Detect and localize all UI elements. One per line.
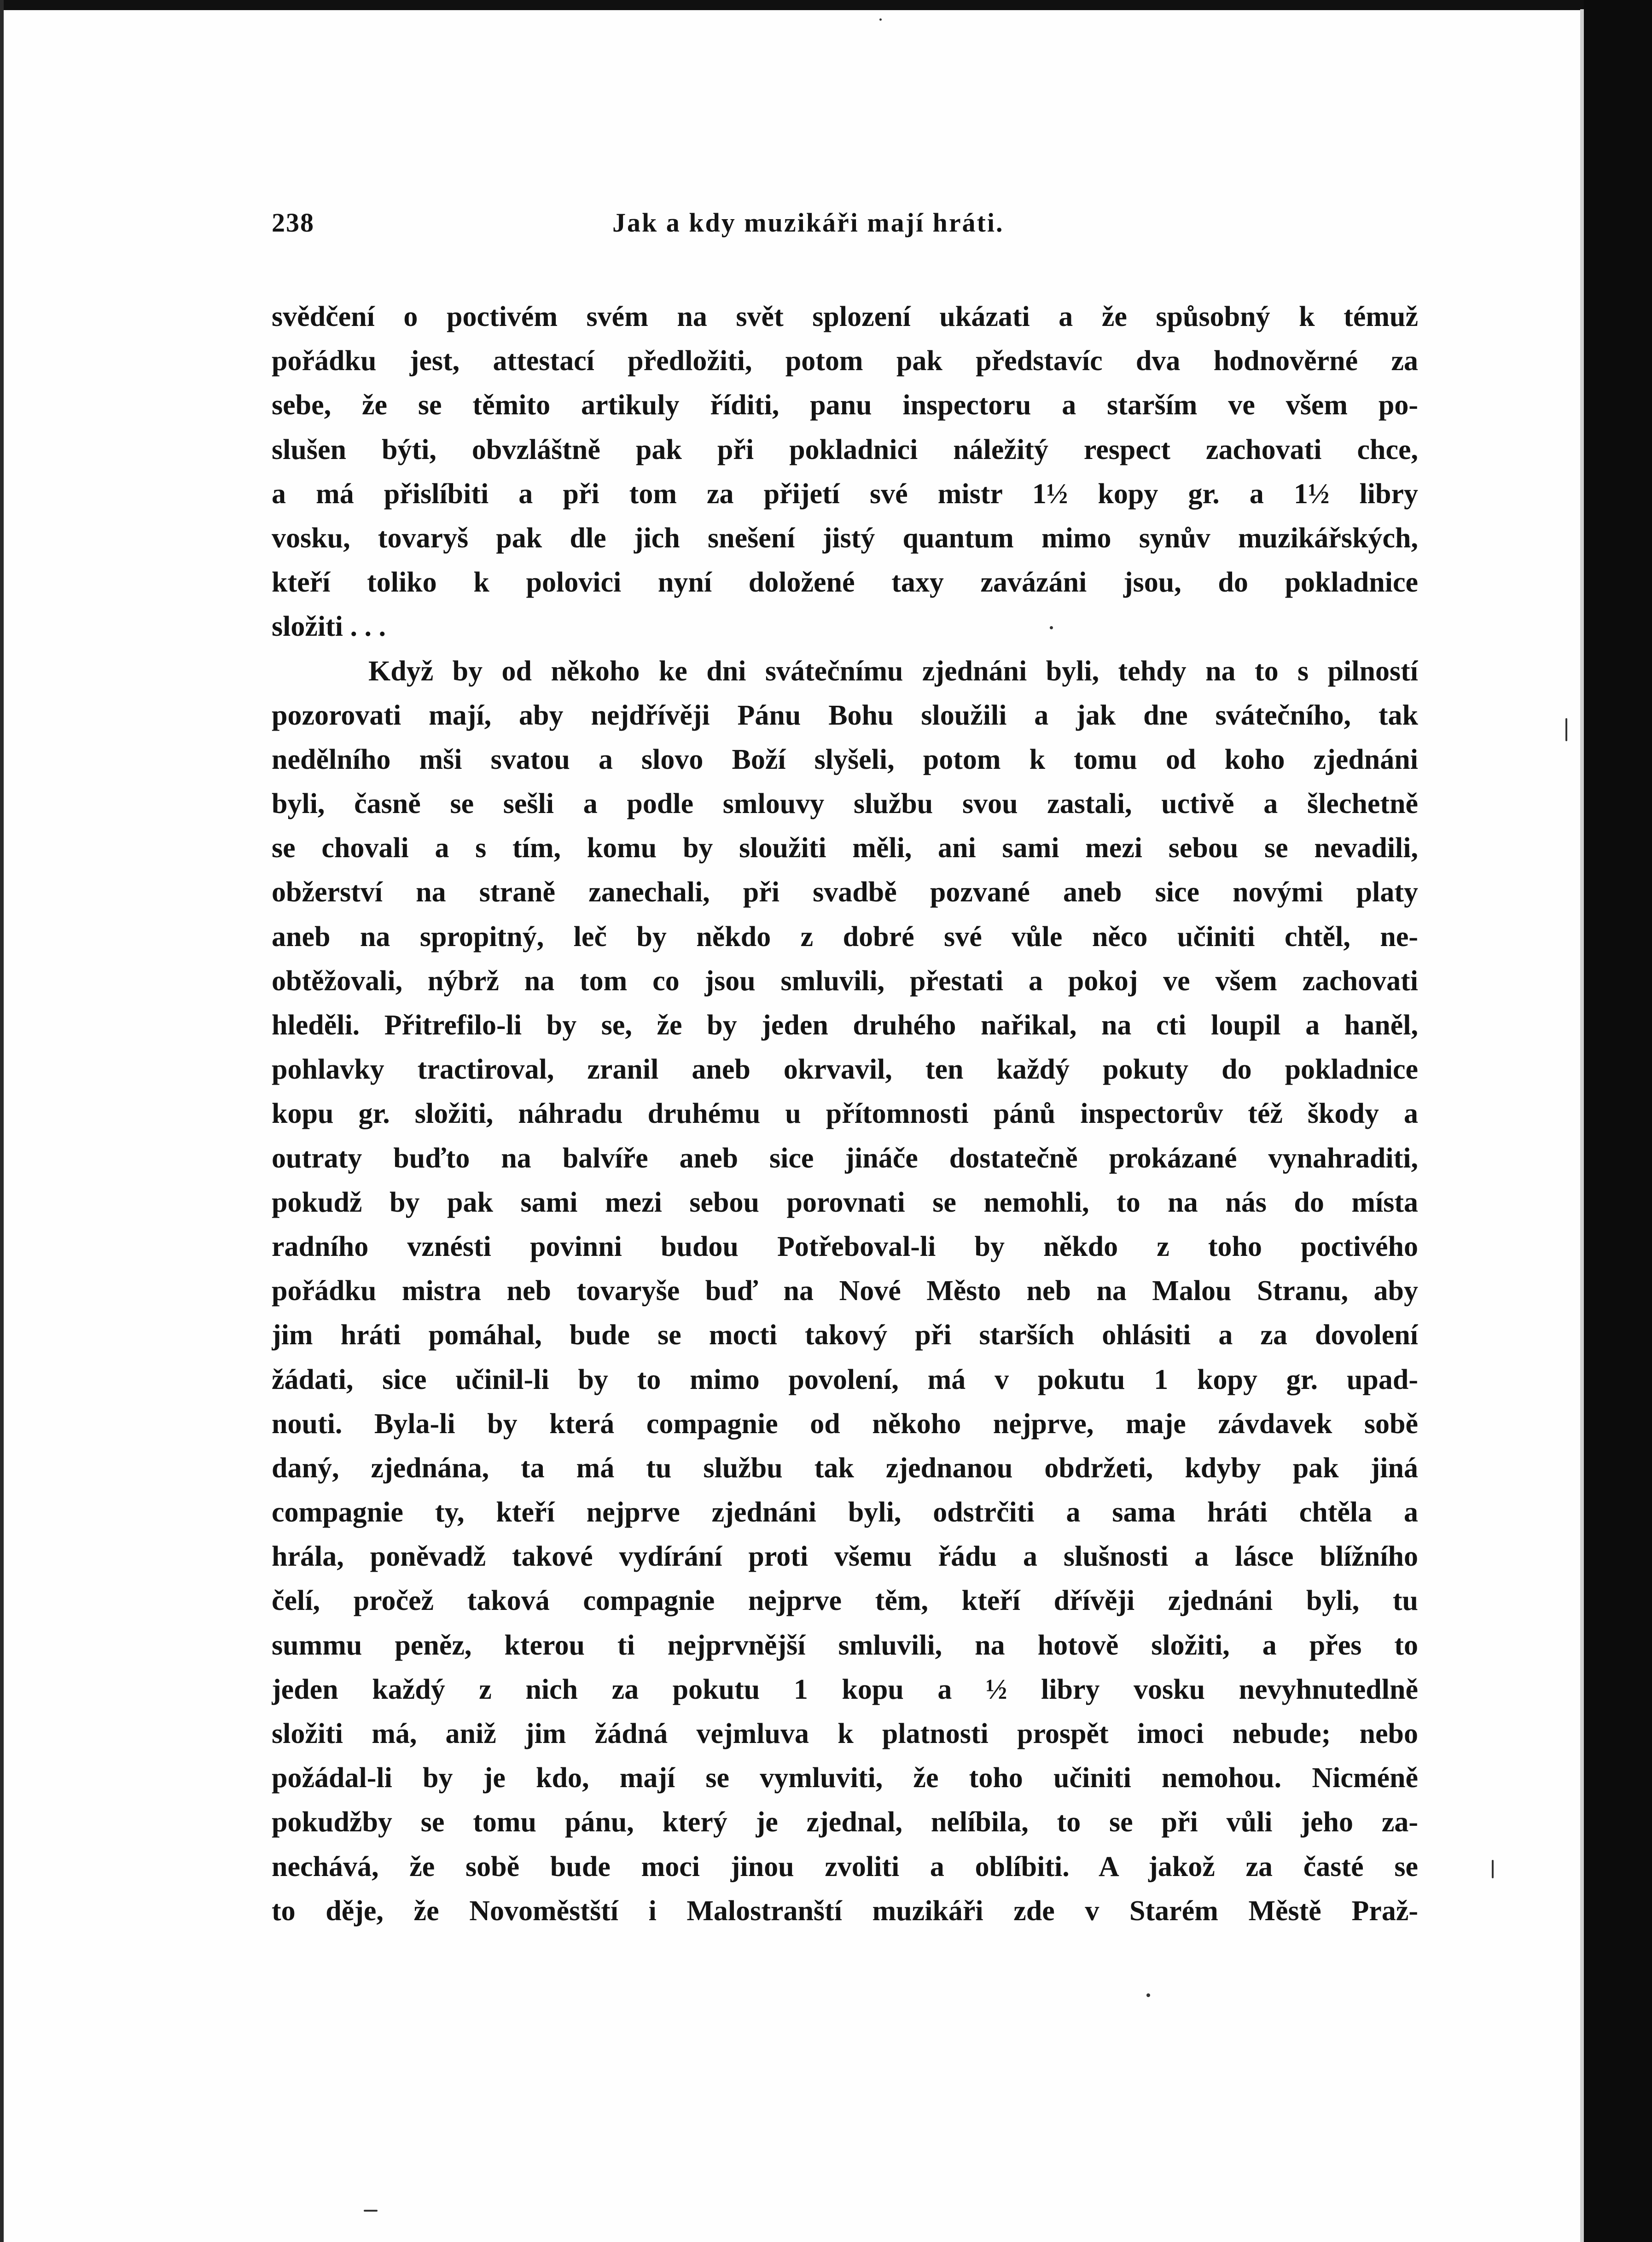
text-line: slušen býti, obvzláštně pak při pokladnici náležitý respect zachovati chce, [272, 434, 1418, 465]
text-line: pořádku mistra neb tovaryše buď na Nové Město neb na Malou Stranu, aby [272, 1275, 1418, 1307]
scan-border-right [1584, 0, 1652, 2242]
text-line: nedělního mši svatou a slovo Boží slyšeli, potom k tomu od koho zjednáni [272, 743, 1418, 775]
text-line: hleděli. Přitrefilo-li by se, že by jeden druhého nařikal, na cti loupil a haněl, [272, 1010, 1418, 1041]
scan-speck [879, 18, 882, 21]
text-line: obtěžovali, nýbrž na tom co jsou smluvili, přestati a pokoj ve všem zachovati [272, 965, 1418, 997]
text-line: outraty buďto na balvíře aneb sice jináče dostatečně prokázané vynahraditi, [272, 1142, 1418, 1174]
page-header [272, 207, 1418, 253]
text-line: pořádku jest, attestací předložiti, potom pak představíc dva hodnověrné za [272, 345, 1418, 377]
text-line: složiti má, aniž jim žádná vejmluva k platnosti prospět imoci nebude; nebo [272, 1718, 1418, 1749]
scan-speck [1146, 1993, 1150, 1997]
text-line: daný, zjednána, ta má tu službu tak zjednanou obdržeti, kdyby pak jiná [272, 1452, 1418, 1484]
paragraph-1 [272, 295, 1418, 649]
text-line: byli, časně se sešli a podle smlouvy službu svou zastali, uctivě a šlechetně [272, 788, 1418, 820]
text-line: pokudžby se tomu pánu, který je zjednal, nelíbila, to se při vůli jeho za- [272, 1806, 1418, 1838]
text-line: kteří toliko k polovici nyní doložené taxy zavázáni jsou, do pokladnice [272, 567, 1418, 598]
scan-speck [1050, 626, 1053, 629]
text-line: obžerství na straně zanechali, při svadbě pozvané aneb sice novými platy [272, 877, 1418, 908]
text-line: svědčení o poctivém svém na svět splození ukázati a že spůsobný k témuž [272, 301, 1418, 332]
text-line: a má přislíbiti a při tom za přijetí své mistr 1½ kopy gr. a 1½ libry [272, 478, 1418, 510]
text-line: Když by od někoho ke dni svátečnímu zjednáni byli, tehdy na to s pilností [368, 655, 1418, 687]
text-line: vosku, tovaryš pak dle jich snešení jistý quantum mimo synův muzikářských, [272, 522, 1418, 554]
text-line: pokudž by pak sami mezi sebou porovnati se nemohli, to na nás do místa [272, 1186, 1418, 1218]
text-line: summu peněz, kterou ti nejprvnější smluvili, na hotově složiti, a přes to [272, 1629, 1418, 1661]
scan-speck [1565, 718, 1567, 741]
text-line: hrála, poněvadž takové vydírání proti všemu řádu a slušnosti a lásce blížního [272, 1541, 1418, 1573]
text-line: jim hráti pomáhal, bude se mocti takový při starších ohlásiti a za dovolení [272, 1319, 1418, 1351]
text-line: pohlavky tractiroval, zranil aneb okrvavil, ten každý pokuty do pokladnice [272, 1054, 1418, 1086]
scan-speck [1492, 1860, 1494, 1878]
text-line: to děje, že Novoměstští i Malostranští muzikáři zde v Starém Městě Praž- [272, 1895, 1418, 1927]
text-line: se chovali a s tím, komu by sloužiti měli, ani sami mezi sebou se nevadili, [272, 832, 1418, 864]
scan-border-left [0, 0, 4, 2242]
paragraph-2 [272, 649, 1418, 1933]
text-line: žádati, sice učinil-li by to mimo povolení, má v pokutu 1 kopy gr. upad- [272, 1364, 1418, 1395]
text-line: nechává, že sobě bude moci jinou zvoliti a oblíbiti. A jakož za časté se [272, 1851, 1418, 1882]
text-line: čelí, pročež taková compagnie nejprve těm, kteří dřívěji zjednáni byli, tu [272, 1585, 1418, 1617]
text-line: aneb na spropitný, leč by někdo z dobré své vůle něco učiniti chtěl, ne- [272, 921, 1418, 953]
scan-border-top [0, 0, 1652, 10]
text-line: nouti. Byla-li by která compagnie od někoho nejprve, maje závdavek sobě [272, 1408, 1418, 1440]
text-line: jeden každý z nich za pokutu 1 kopu a ½ libry vosku nevyhnutedlně [272, 1673, 1418, 1705]
text-line: compagnie ty, kteří nejprve zjednáni byli, odstrčiti a sama hráti chtěla a [272, 1497, 1418, 1528]
text-line: pozorovati mají, aby nejdřívěji Pánu Bohu sloužili a jak dne svátečního, tak [272, 699, 1418, 731]
body-text [272, 295, 1418, 1933]
text-line: požádal-li by je kdo, mají se vymluviti, že toho učiniti nemohou. Nicméně [272, 1762, 1418, 1794]
text-line: kopu gr. složiti, náhradu druhému u přítomnosti pánů inspectorův též škody a [272, 1098, 1418, 1130]
running-head: Jak a kdy muzikáři mají hráti. [612, 208, 1004, 238]
page-number: 238 [272, 208, 314, 238]
text-line: radního vznésti povinni budou Potřeboval-li by někdo z toho poctivého [272, 1231, 1418, 1262]
text-line: složiti . . . [272, 611, 386, 643]
text-line: sebe, že se těmito artikuly říditi, panu inspectoru a starším ve všem po- [272, 389, 1418, 421]
scan-speck [364, 2210, 378, 2212]
